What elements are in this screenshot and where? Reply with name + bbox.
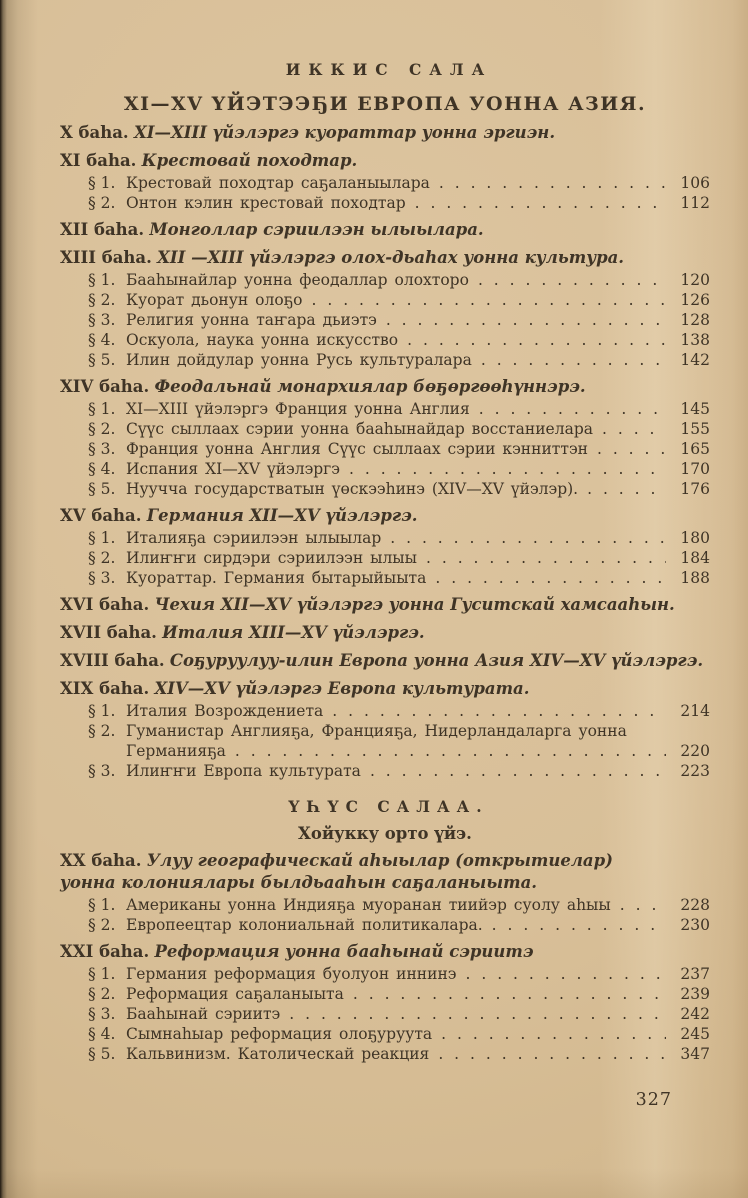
section-page-number: 223 [680, 762, 710, 780]
section-label: § 1. [88, 965, 116, 983]
chapter-label: XIV баһа. [60, 377, 150, 396]
section-page-number: 188 [680, 569, 710, 587]
part-two-header: ИККИС САЛА [285, 60, 493, 79]
section-title: Италияҕа сэриилээн ылыылар [126, 529, 382, 547]
chapter-title: XIV—XV үйэлэргэ Европа культурата. [154, 679, 530, 698]
dot-leader [435, 568, 666, 588]
dot-leader [349, 459, 666, 479]
section-page-number: 214 [680, 702, 710, 720]
toc-section-row [60, 721, 710, 741]
dot-leader [597, 439, 666, 459]
chapter-title: Улуу географическай аһыылар (открытиелар) уонна колониялары былдьааһын саҕаланыыта. [60, 851, 613, 892]
section-page-number: 145 [680, 400, 710, 418]
section-title: Куорат дьонун олоҕо [126, 291, 303, 309]
section-title: Куораттар. Германия бытарыйыыта [126, 569, 427, 587]
chapter-label: XI баһа. [60, 151, 137, 170]
section-label: § 3. [88, 1005, 116, 1023]
chapter-title: Соҕуруулуу-илин Европа уонна Азия XIV—XV үйэлэргэ. [169, 651, 704, 670]
section-page-number: 230 [680, 916, 710, 934]
section-label: § 3. [88, 311, 116, 329]
section-page-number: 184 [680, 549, 710, 567]
section-title: Италия Возрождениета [126, 702, 324, 720]
chapter-entry [60, 678, 710, 700]
dot-leader [332, 701, 666, 721]
section-label: § 2. [88, 916, 116, 934]
toc-section-row [60, 701, 710, 721]
section-title: Бааһынай сэриитэ [126, 1005, 281, 1023]
section-title: Гуманистар Англияҕа, Францияҕа, Нидерландаларга уонна [126, 722, 627, 740]
section-page-number: 128 [680, 311, 710, 329]
toc-section-row [60, 310, 710, 330]
toc-section-row-continuation [60, 741, 710, 761]
chapter-label: X баһа. [60, 123, 129, 142]
section-title: Илиҥҥи сирдэри сэриилээн ылыы [126, 549, 417, 567]
toc-section-row [60, 964, 710, 984]
dot-leader [370, 761, 666, 781]
section-label: § 3. [88, 440, 116, 458]
section-page-number: 106 [680, 174, 710, 192]
section-title: Франция уонна Англия Сүүс сыллаах сэрии кэнниттэн [126, 440, 588, 458]
section-label: § 3. [88, 762, 116, 780]
dot-leader [478, 270, 666, 290]
section-label: § 4. [88, 460, 116, 478]
section-page-number: 180 [680, 529, 710, 547]
dot-leader [441, 1024, 666, 1044]
dot-leader [235, 741, 666, 761]
part-three-header: ҮҺҮС САЛАА. [288, 797, 489, 816]
toc-section-row [60, 290, 710, 310]
section-page-number: 126 [680, 291, 710, 309]
toc-section-row [60, 548, 710, 568]
dot-leader [289, 1004, 666, 1024]
dot-leader [390, 528, 666, 548]
dot-leader [407, 330, 666, 350]
chapter-entry [60, 376, 710, 398]
toc-section-row [60, 173, 710, 193]
section-title: Сүүс сыллаах сэрии уонна бааһынайдар восстаниелара [126, 420, 593, 438]
chapter-title: Италия XIII—XV үйэлэргэ. [162, 623, 425, 642]
chapter-title: Крестовай походтар. [141, 151, 358, 170]
chapter-entry [60, 505, 710, 527]
dot-leader [415, 193, 666, 213]
chapter-entry [60, 850, 622, 894]
section-page-number: 220 [680, 742, 710, 760]
section-page-number: 242 [680, 1005, 710, 1023]
toc-section-row [60, 1024, 710, 1044]
section-title: Оскуола, наука уонна искусство [126, 331, 399, 349]
section-label: § 1. [88, 174, 116, 192]
section-label: § 2. [88, 291, 116, 309]
section-label: § 4. [88, 331, 116, 349]
section-label: § 5. [88, 1045, 116, 1063]
toc-section-row [60, 479, 710, 499]
section-page-number: 237 [680, 965, 710, 983]
dot-leader [438, 1044, 666, 1064]
chapter-label: XVIII баһа. [60, 651, 165, 670]
section-title: Американы уонна Индияҕа муоранан тиийэр суолу аһыы [126, 896, 611, 914]
dot-leader [602, 419, 666, 439]
section-title: Крестовай походтар саҕаланыылара [126, 174, 430, 192]
toc-list [60, 122, 710, 1064]
chapter-title: XI—XIII үйэлэргэ куораттар уонна эргиэн. [133, 123, 556, 142]
section-page-number: 245 [680, 1025, 710, 1043]
toc-section-row [60, 1044, 710, 1064]
chapter-label: XII баһа. [60, 220, 145, 239]
chapter-entry [60, 622, 710, 644]
section-label: § 2. [88, 549, 116, 567]
section-label: § 1. [88, 529, 116, 547]
chapter-entry [60, 150, 710, 172]
section-label: § 1. [88, 702, 116, 720]
toc-section-row [60, 270, 710, 290]
section-label: § 2. [88, 194, 116, 212]
part-three-subtitle: Хойукку орто үйэ. [298, 824, 472, 843]
section-title-continuation: Германияҕа [126, 742, 226, 760]
section-label: § 5. [88, 480, 116, 498]
section-title: Кальвинизм. Католическай реакция [126, 1045, 430, 1063]
chapter-title: Реформация уонна бааһынай сэриитэ [154, 942, 534, 961]
toc-section-row [60, 915, 710, 935]
toc-section-row [60, 984, 710, 1004]
toc-section-row [60, 895, 710, 915]
section-page-number: 142 [680, 351, 710, 369]
toc-section-row [60, 419, 710, 439]
chapter-label: XV баһа. [60, 506, 142, 525]
toc-section-row [60, 1004, 710, 1024]
section-page-number: 155 [680, 420, 710, 438]
section-page-number: 176 [680, 480, 710, 498]
toc-section-row [60, 528, 710, 548]
toc-section-row [60, 350, 710, 370]
dot-leader [587, 479, 666, 499]
page-title: XI—XV ҮЙЭТЭЭҔИ ЕВРОПА УОННА АЗИЯ. [123, 93, 647, 115]
section-page-number: 120 [680, 271, 710, 289]
chapter-entry [60, 219, 710, 241]
chapter-label: XVI баһа. [60, 595, 150, 614]
chapter-entry [60, 650, 710, 672]
chapter-entry [60, 594, 710, 616]
chapter-entry [60, 122, 710, 144]
section-page-number: 228 [680, 896, 710, 914]
section-title: Нуучча государстватын үөскээһинэ (XIV—XV үйэлэр). [126, 480, 579, 498]
toc-section-row [60, 761, 710, 781]
section-label: § 2. [88, 722, 116, 740]
section-page-number: 112 [680, 194, 710, 212]
section-title: Бааһынайлар уонна феодаллар олохторо [126, 271, 469, 289]
section-title: Германия реформация буолуон иннинэ [126, 965, 457, 983]
chapter-label: XVII баһа. [60, 623, 157, 642]
chapter-title: Германия XII—XV үйэлэргэ. [146, 506, 418, 525]
page-number: 327 [635, 1090, 672, 1110]
section-title: Сымнаһыар реформация олоҕуруута [126, 1025, 433, 1043]
dot-leader [353, 984, 666, 1004]
section-label: § 1. [88, 400, 116, 418]
section-label: § 2. [88, 420, 116, 438]
dot-leader [481, 350, 666, 370]
section-title: Реформация саҕаланыыта [126, 985, 344, 1003]
section-label: § 2. [88, 985, 116, 1003]
section-page-number: 138 [680, 331, 710, 349]
table-of-contents [60, 60, 710, 1064]
section-title: Онтон кэлин крестовай походтар [126, 194, 406, 212]
toc-section-row [60, 330, 710, 350]
section-page-number: 239 [680, 985, 710, 1003]
dot-leader [312, 290, 667, 310]
chapter-title: Монголлар сэриилээн ылыылара. [149, 220, 484, 239]
toc-section-row [60, 568, 710, 588]
dot-leader [465, 964, 666, 984]
toc-section-row [60, 399, 710, 419]
chapter-label: XIX баһа. [60, 679, 150, 698]
dot-leader [386, 310, 666, 330]
section-label: § 3. [88, 569, 116, 587]
chapter-label: XX баһа. [60, 851, 142, 870]
chapter-title: XII —XIII үйэлэргэ олох-дьаһах уонна культура. [157, 248, 625, 267]
section-title: XI—XIII үйэлэргэ Франция уонна Англия [126, 400, 470, 418]
toc-section-row [60, 193, 710, 213]
section-page-number: 347 [680, 1045, 710, 1063]
dot-leader [439, 173, 666, 193]
dot-leader [426, 548, 666, 568]
section-title: Испания XI—XV үйэлэргэ [126, 460, 340, 478]
section-page-number: 165 [680, 440, 710, 458]
section-label: § 1. [88, 896, 116, 914]
chapter-title: Чехия XII—XV үйэлэргэ уонна Гуситскай хамсааһын. [154, 595, 675, 614]
section-label: § 4. [88, 1025, 116, 1043]
chapter-title: Феодальнай монархиялар бөҕөргөөһүннэрэ. [154, 377, 586, 396]
dot-leader [479, 399, 666, 419]
chapter-entry [60, 247, 710, 269]
toc-section-row [60, 459, 710, 479]
dot-leader [620, 895, 666, 915]
section-label: § 1. [88, 271, 116, 289]
chapter-label: XXI баһа. [60, 942, 150, 961]
section-title: Илиҥҥи Европа культурата [126, 762, 361, 780]
dot-leader [492, 915, 666, 935]
section-title: Религия уонна таҥара дьиэтэ [126, 311, 377, 329]
section-title: Илин дойдулар уонна Русь культуралара [126, 351, 472, 369]
chapter-entry [60, 941, 710, 963]
chapter-label: XIII баһа. [60, 248, 152, 267]
toc-section-row [60, 439, 710, 459]
section-page-number: 170 [680, 460, 710, 478]
section-label: § 5. [88, 351, 116, 369]
section-title: Европеецтар колониальнай политикалара. [126, 916, 483, 934]
